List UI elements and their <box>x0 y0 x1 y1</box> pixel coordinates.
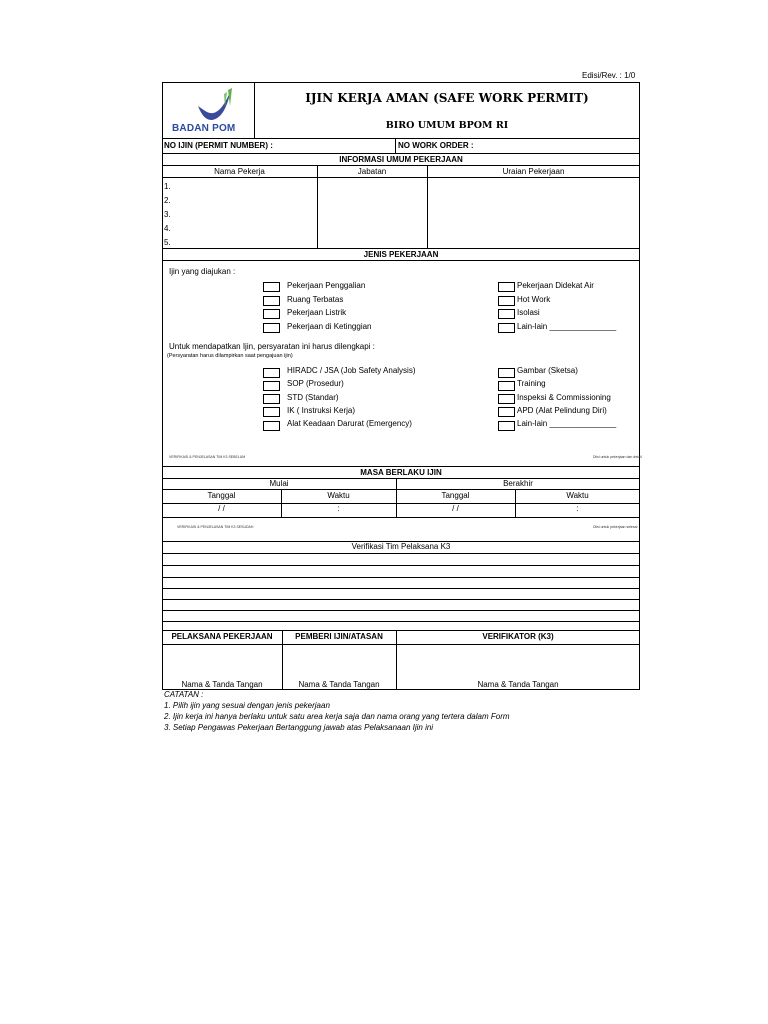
worker-row-5[interactable]: 5. <box>164 238 171 247</box>
option-pekerjaan-listrik: Pekerjaan Listrik <box>287 308 347 317</box>
logo <box>168 86 250 136</box>
header-bottom-line <box>162 138 640 139</box>
sig-col-pemberi-ijin: PEMBERI IJIN/ATASAN <box>295 632 383 641</box>
verification-header: Verifikasi Tim Pelaksana K3 <box>351 542 451 551</box>
checkbox-pekerjaan-ketinggian[interactable] <box>263 323 280 333</box>
note-item-3: 3. Setiap Pengawas Pekerjaan Bertanggung jawab atas Pelaksanaan Ijin ini <box>164 723 434 732</box>
end-date-label: Tanggal <box>441 491 470 500</box>
verification-line[interactable] <box>162 610 640 611</box>
option-lain-lain-req: Lain-lain _______________ <box>517 419 617 428</box>
col-nama-pekerja: Nama Pekerja <box>214 167 265 176</box>
requirements-intro: Untuk mendapatkan Ijin, persyaratan ini harus dilengkapi : <box>169 342 375 351</box>
note-item-2: 2. Ijin kerja ini hanya berlaku untuk satu area kerja saja dan nama orang yang tertera dalam Form <box>164 712 510 721</box>
fine-print-left-1: VERIFIKASI & PENJELASAN TIM K3 SEBELUM <box>169 455 246 459</box>
option-sop: SOP (Prosedur) <box>287 379 344 388</box>
option-training: Training <box>517 379 546 388</box>
form-title: IJIN KERJA AMAN (SAFE WORK PERMIT) <box>305 91 589 105</box>
verification-line[interactable] <box>162 565 640 566</box>
checkbox-isolasi[interactable] <box>498 309 515 319</box>
permit-number-label: NO IJIN (PERMIT NUMBER) : <box>164 141 273 150</box>
sig-caption-verifikator: Nama & Tanda Tangan <box>477 680 559 689</box>
fine-print-right-2: Diisi untuk pekerjaan selesai <box>593 525 638 529</box>
start-time-field[interactable]: : <box>337 504 340 513</box>
sig-col-pelaksana: PELAKSANA PEKERJAAN <box>171 632 273 641</box>
job-types-header: JENIS PEKERJAAN <box>363 250 439 259</box>
requirements-note: (Persyaratan harus dilampirkan saat pengajuan ijin) <box>167 353 293 359</box>
option-lain-lain-job: Lain-lain _______________ <box>517 322 617 331</box>
checkbox-lain-lain-req[interactable] <box>498 421 515 431</box>
col-jabatan: Jabatan <box>357 167 387 176</box>
col-uraian-pekerjaan: Uraian Pekerjaan <box>502 167 565 176</box>
validity-header: MASA BERLAKU IJIN <box>360 468 442 477</box>
checkbox-hot-work[interactable] <box>498 296 515 306</box>
checkbox-ik[interactable] <box>263 407 280 417</box>
option-ruang-terbatas: Ruang Terbatas <box>287 295 344 304</box>
start-date-field[interactable]: / / <box>218 504 225 513</box>
job-types-intro: Ijin yang diajukan : <box>169 267 236 276</box>
option-apd: APD (Alat Pelindung Diri) <box>517 406 607 415</box>
work-order-label: NO WORK ORDER : <box>398 141 474 150</box>
form-subtitle: BIRO UMUM BPOM RI <box>385 120 509 131</box>
permit-divider <box>395 139 396 153</box>
logo-text: BADAN POM <box>172 123 236 134</box>
option-isolasi: Isolasi <box>517 308 540 317</box>
edition-label: Edisi/Rev. : 1/0 <box>582 71 636 80</box>
worker-row-4[interactable]: 4. <box>164 224 171 233</box>
checkbox-ruang-terbatas[interactable] <box>263 296 280 306</box>
end-time-label: Waktu <box>566 491 589 500</box>
option-pekerjaan-ketinggian: Pekerjaan di Ketinggian <box>287 322 372 331</box>
verification-line[interactable] <box>162 599 640 600</box>
option-alat-keadaan-darurat: Alat Keadaan Darurat (Emergency) <box>287 419 412 428</box>
option-pekerjaan-penggalian: Pekerjaan Penggalian <box>287 281 366 290</box>
note-item-1: 1. Pilih ijin yang sesuai dengan jenis pekerjaan <box>164 701 330 710</box>
option-ik: IK ( Instruksi Kerja) <box>287 406 356 415</box>
sig-caption-pelaksana: Nama & Tanda Tangan <box>181 680 263 689</box>
option-gambar: Gambar (Sketsa) <box>517 366 578 375</box>
worker-row-1[interactable]: 1. <box>164 182 171 191</box>
checkbox-gambar[interactable] <box>498 368 515 378</box>
notes-title: CATATAN : <box>164 690 204 699</box>
start-date-label: Tanggal <box>207 491 236 500</box>
checkbox-training[interactable] <box>498 381 515 391</box>
validity-start: Mulai <box>269 479 289 488</box>
checkbox-inspeksi[interactable] <box>498 394 515 404</box>
checkbox-std[interactable] <box>263 394 280 404</box>
start-time-label: Waktu <box>327 491 350 500</box>
sig-col-verifikator: VERIFIKATOR (K3) <box>482 632 554 641</box>
verification-line[interactable] <box>162 577 640 578</box>
checkbox-hiradc-jsa[interactable] <box>263 368 280 378</box>
checkbox-apd[interactable] <box>498 407 515 417</box>
fine-print-right-1: Diisi untuk pekerjaan dan detail <box>593 455 642 459</box>
checkbox-pekerjaan-listrik[interactable] <box>263 309 280 319</box>
option-pekerjaan-didekat-air: Pekerjaan Didekat Air <box>517 281 594 290</box>
end-time-field[interactable]: : <box>576 504 579 513</box>
checkbox-lain-lain-job[interactable] <box>498 323 515 333</box>
option-hiradc-jsa: HIRADC / JSA (Job Safety Analysis) <box>287 366 416 375</box>
option-inspeksi: Inspeksi & Commissioning <box>517 393 611 402</box>
checkbox-alat-keadaan-darurat[interactable] <box>263 421 280 431</box>
verification-line[interactable] <box>162 621 640 622</box>
verification-line[interactable] <box>162 588 640 589</box>
sig-caption-pemberi-ijin: Nama & Tanda Tangan <box>298 680 380 689</box>
checkbox-pekerjaan-penggalian[interactable] <box>263 282 280 292</box>
general-info-header: INFORMASI UMUM PEKERJAAN <box>339 155 463 164</box>
end-date-field[interactable]: / / <box>452 504 459 513</box>
option-std: STD (Standar) <box>287 393 339 402</box>
validity-end: Berakhir <box>503 479 533 488</box>
worker-row-3[interactable]: 3. <box>164 210 171 219</box>
checkbox-pekerjaan-didekat-air[interactable] <box>498 282 515 292</box>
checkbox-sop[interactable] <box>263 381 280 391</box>
option-hot-work: Hot Work <box>517 295 551 304</box>
fine-print-left-2: VERIFIKASI & PENJELASAN TIM K3 SESUDAH <box>177 525 254 529</box>
worker-row-2[interactable]: 2. <box>164 196 171 205</box>
